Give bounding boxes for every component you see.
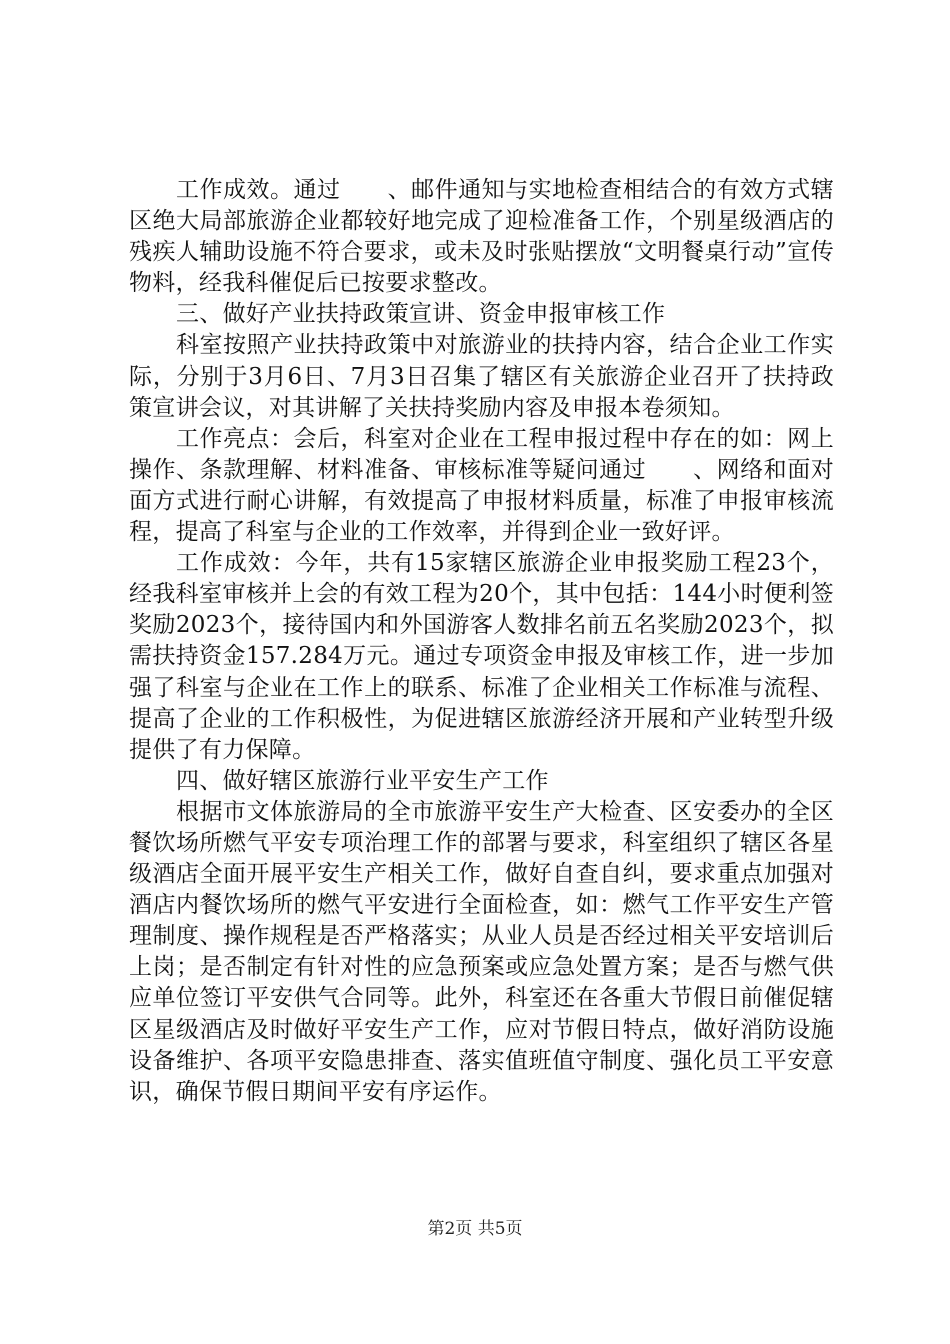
section-heading-policy: 三、做好产业扶持政策宣讲、资金申报审核工作 (176, 301, 666, 328)
paragraph-policy-briefing: 科室按照产业扶持政策中对旅游业的扶持内容，结合企业工作实际，分别于3月6日、7月3日召集了辖区有关旅游企业召开了扶持政策宣讲会议，对其讲解了关扶持奖励内容及申报本卷须知。 (129, 332, 834, 421)
paragraph-inspection-results: 工作成效。通过 、邮件通知与实地检查相结合的有效方式辖区绝大局部旅游企业都较好地完成了迎检准备工作，个别星级酒店的残疾人辅助设施不符合要求，或未及时张贴摆放“文明餐桌行动”宣传物料，经我科催促后已按要求整改。 (129, 177, 834, 297)
section-heading-safety: 四、做好辖区旅游行业平安生产工作 (176, 767, 549, 794)
paragraph-work-highlights: 工作亮点：会后，科室对企业在工程申报过程中存在的如：网上操作、条款理解、材料准备、审核标准等疑问通过 、网络和面对面方式进行耐心讲解，有效提高了申报材料质量，标准了申报审核流程，提高了科室与企业的工作效率，并得到企业一致好评。 (129, 425, 834, 546)
page-footer: 第2页 共5页 (427, 1219, 523, 1239)
paragraph-safety-work: 根据市文体旅游局的全市旅游平安生产大检查、区安委办的全区餐饮场所燃气平安专项治理工作的部署与要求，科室组织了辖区各星级酒店全面开展平安生产相关工作，做好自查自纠，要求重点加强对酒店内餐饮场所的燃气平安进行全面检查，如：燃气工作平安生产管理制度、操作规程是否严格落实；从业人员是否经过相关平安培训后上岗；是否制定有针对性的应急预案或应急处置方案；是否与燃气供应单位签订平安供气合同等。此外，科室还在各重大节假日前催促辖区星级酒店及时做好平安生产工作，应对节假日特点，做好消防设施设备维护、各项平安隐患排查、落实值班值守制度、强化员工平安意识，确保节假日期间平安有序运作。 (129, 798, 834, 1105)
paragraph-work-results: 工作成效：今年，共有15家辖区旅游企业申报奖励工程23个，经我科室审核并上会的有效工程为20个，其中包括：144小时便利签奖励2023个，接待国内和外国游客人数排名前五名奖励2023个，拟需扶持资金157.284万元。通过专项资金申报及审核工作，进一步加强了科室与企业在工作上的联系、标准了企业相关工作标准与流程、提高了企业的工作积极性，为促进辖区旅游经济开展和产业转型升级提供了有力保障。 (129, 550, 834, 763)
document-body (129, 175, 834, 1108)
